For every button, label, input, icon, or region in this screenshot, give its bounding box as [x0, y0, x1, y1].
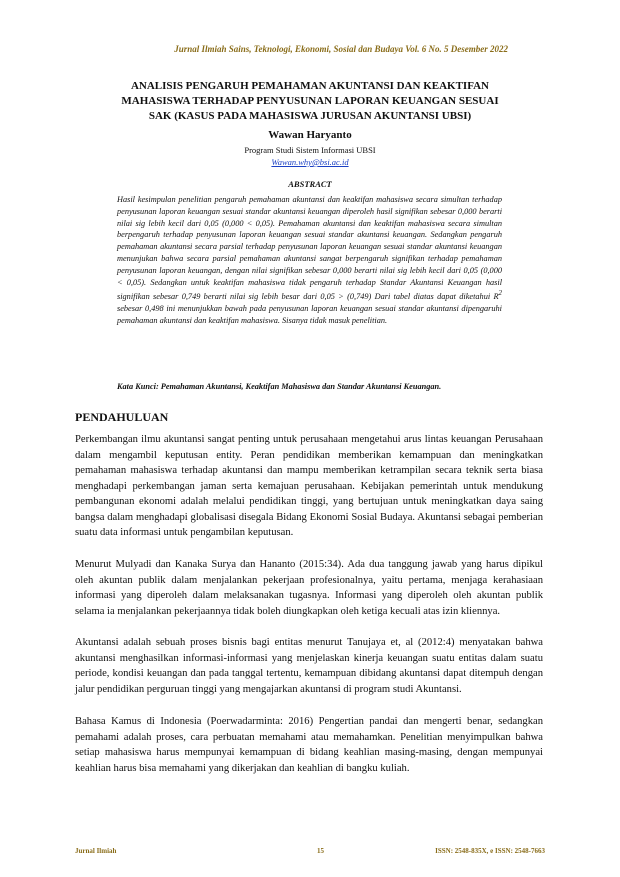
keywords: Kata Kunci: Pemahaman Akuntansi, Keaktifan Mahasiswa dan Standar Akuntansi Keuangan.	[117, 382, 442, 391]
journal-running-head: Jurnal Ilmiah Sains, Teknologi, Ekonomi, Sosial dan Budaya Vol. 6 No. 5 Desember 2022	[174, 44, 508, 54]
footer-issn: ISSN: 2548-835X, e ISSN: 2548-7663	[435, 847, 545, 855]
title-line: SAK (KASUS PADA MAHASISWA JURUSAN AKUNTANSI UBSI)	[148, 110, 472, 122]
body-paragraph: Menurut Mulyadi dan Kanaka Surya dan Hananto (2015:34). Ada dua tanggung jawab yang harus dipikul oleh akuntan publik dalam menjalankan pekerjaan profesionalnya, yaitu pertama, menjaga kerahasiaan informasi yang diperoleh dalam melaksanakan tugasnya. Informasi yang diperoleh oleh akuntan publik selama ia menjalankan pekerjaannya tidak boleh diungkapkan oleh ketiga kecuali atas izin kliennya.	[75, 559, 543, 617]
title-line: MAHASISWA TERHADAP PENYUSUNAN LAPORAN KEUANGAN SESUAI	[121, 95, 499, 107]
abstract-body: Hasil kesimpulan penelitian pengaruh pemahaman akuntansi dan keaktifan mahasiswa secara simultan terhadap penyusunan laporan keuangan sesuai standar akuntansi keuangan diperoleh hasil signifikan sebesar 0,000 berarti nilai sig lebih kecil dari 0,05 (0,000 < 0,05). Pemahaman akuntansi dan keaktifan mahasiswa secara simultan berpengaruh terhadap penyusunan laporan keuangan sesuai standar akuntansi keuangan. Sedangkan pengaruh pemahaman akuntansi secara parsial terhadap penyusunan laporan keuangan sesuai standar akuntansi keuangan menunjukan bahwa secara parsial pemahaman akuntansi sangat berpengaruh signifikan terhadap pemahaman penyusunan laporan keuangan, dengan nilai signifikan sebesar 0,000 berarti nilai sig lebih kecil dari 0,05 (0,000 < 0,05). Sedangkan untuk keaktifan mahasiswa tidak pengaruh terhadap Standar Akuntansi Keuangan hasil signifikan sebesar 0,749 berarti nilai sig lebih besar dari 0,05 > (0,749) Dari tabel diatas dapat diketahui R	[117, 195, 502, 302]
title-line: ANALISIS PENGARUH PEMAHAMAN AKUNTANSI DAN KEAKTIFAN	[130, 80, 490, 92]
abstract-heading: ABSTRACT	[288, 179, 332, 189]
page-number: 15	[317, 847, 324, 855]
author-email-link[interactable]: Wawan.why@bsi.ac.id	[271, 157, 349, 167]
section-heading: PENDAHULUAN	[75, 410, 169, 424]
abstract-body-continued: sebesar 0,498 ini menunjukkan bawah pada penyusunan laporan keuangan sesuai standar akuntansi dipengaruhi pemahaman akuntansi dan keaktifan mahasiswa. Sisanya tidak masuk penelitian.	[117, 303, 502, 325]
paper-title	[78, 79, 542, 124]
body-paragraph: Akuntansi adalah sebuah proses bisnis bagi entitas menurut Tanujaya et, al (2012:4) menyatakan bahwa akuntansi menghasilkan informasi-informasi yang menjelaskan kinerja keuangan suatu entitas dalam suatu periode, kondisi keuangan dan pada tanggal tertentu, kemampuan dibidang akuntansi dapat ditempuh dengan jalur pendidikan perguruan tinggi yang mengajarkan akuntansi di program studi Akuntansi.	[75, 637, 543, 695]
author-affiliation: Program Studi Sistem Informasi UBSI	[244, 145, 376, 155]
author-name: Wawan Haryanto	[268, 129, 352, 141]
body-paragraph: Bahasa Kamus di Indonesia (Poerwadarminta: 2016) Pengertian pandai dan mengerti benar, sedangkan pemahami adalah proses, cara perbuatan memahami atau memahamkan. Penelitian menyimpulkan bahwa setiap mahasiswa harus mempunyai kemampuan di bidang keahlian masing-masing, dengan mempunyai keahlian harus bisa memahami yang dikerjakan dan keahlian di bangku kuliah.	[75, 716, 543, 774]
r-squared-superscript: 2	[498, 290, 502, 298]
footer-journal: Jurnal Ilmiah	[75, 847, 117, 855]
body-paragraph: Perkembangan ilmu akuntansi sangat penting untuk perusahaan mengetahui arus lintas keuangan Perusahaan dalam mengambil keputusan entity. Peran pendidikan memberikan kemampuan dan meningkatkan pemahaman mahasiswa terhadap akuntansi dan mampu memberikan ketrampilan secara teknik serta biasa menghadapi perkembangan jaman serta kemajuan perusahaan. Kebijakan pemerintah untuk mendukung pembangunan ekonomi adalah melalui pendidikan tinggi, yang bertujuan untuk meningkatkan daya saing bangsa dalam menghadapi globalisasi disegala Bidang Ekonomi Sosial Budaya. Akuntansi sebagai pemberian suatu data informasi untuk pengambilan keputusan.	[75, 434, 543, 538]
abstract-text	[117, 194, 502, 327]
